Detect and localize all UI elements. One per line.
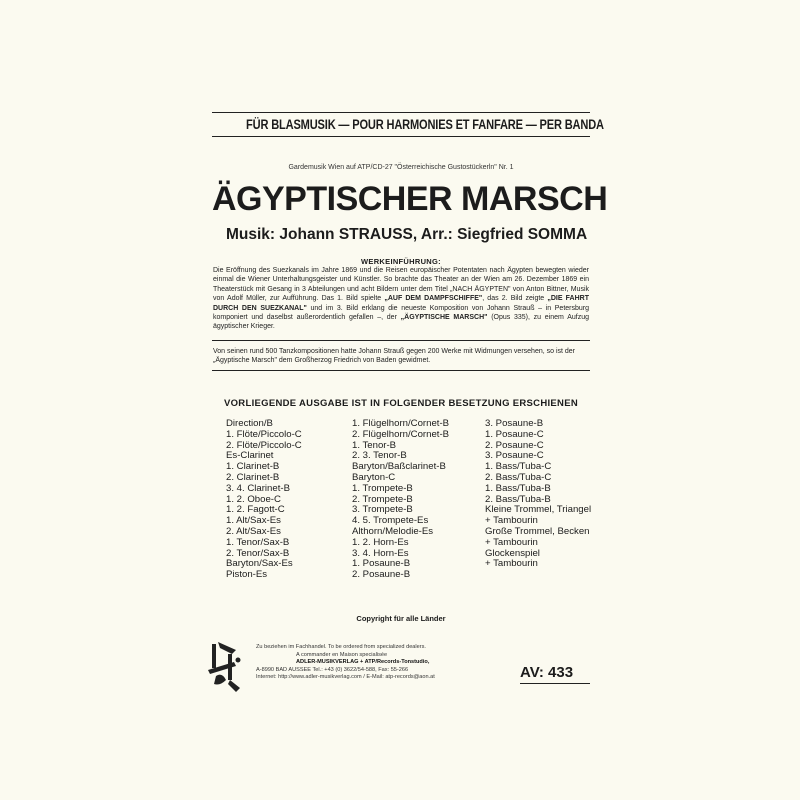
instrument-part: Kleine Trommel, Triangel — [485, 504, 592, 516]
instrument-part: 3. 4. Horn-Es — [352, 547, 409, 559]
ensemble-banner: FÜR BLASMUSIK — POUR HARMONIES ET FANFARE — PER BANDA — [246, 117, 604, 132]
instrument-part: Piston-Es — [226, 569, 268, 581]
intro-text-4: (Opus 335), zu einem Aufzug ägyptischer Krieger. — [213, 314, 590, 331]
top-rule — [212, 112, 590, 113]
dedication-rule — [212, 370, 590, 371]
instrument-part: 1. Trompete-B — [352, 482, 413, 494]
instrument-part: 2. Posaune-C — [485, 439, 544, 451]
intro-bold-2: „DIE FAHRT DURCH DEN SUEZKANAL" — [213, 295, 589, 312]
dedication-note: Von seinen rund 500 Tanzkompositionen hatte Johann Strauß gegen 200 Werke mit Widmungen versehen, so ist der „Ägyptische Marsch" dem Großherzog Friedrich von Baden gewidmet. — [213, 348, 576, 365]
adler-logo-icon — [206, 640, 246, 694]
instrument-list-1 — [226, 419, 302, 581]
instrument-list-2 — [352, 419, 449, 581]
intro-rule — [212, 340, 590, 341]
ordering-note: Zu beziehen im Fachhandel. To be ordered from specialized dealers. — [256, 644, 426, 650]
recording-note: Gardemusik Wien auf ATP/CD-27 "Österreichische Gustostückerln" Nr. 1 — [288, 164, 514, 171]
banner-rule — [212, 136, 590, 137]
instrument-part: 2. Bass/Tuba-B — [485, 493, 551, 505]
instrument-part: 1. Tenor-B — [352, 439, 397, 451]
instrument-part: 2. Trompete-B — [352, 493, 413, 505]
instrument-part: + Tambourin — [485, 558, 538, 570]
instrument-part: 2. Clarinet-B — [226, 471, 280, 483]
composer-credit: Musik: Johann STRAUSS, Arr.: Siegfried SOMMA — [226, 226, 588, 243]
intro-bold-1: „AUF DEM DAMPFSCHIFFE" — [384, 295, 483, 303]
instrument-part: 1. Alt/Sax-Es — [226, 515, 281, 527]
instrument-part: 1. Clarinet-B — [226, 461, 280, 473]
instrument-part: 3. Trompete-B — [352, 504, 413, 516]
instrument-part: 2. Posaune-B — [352, 569, 411, 581]
instrument-part: 1. 2. Fagott-C — [226, 504, 285, 516]
intro-bold-3: „ÄGYPTISCHE MARSCH" — [400, 314, 488, 322]
intro-text-2: , das 2. Bild zeigte — [482, 295, 548, 303]
catalog-rule — [520, 683, 590, 684]
publisher-address: A-8990 BAD AUSSEE Tel.: +43 (0) 3622/54-588, Fax: 55-266 — [256, 666, 409, 673]
instrument-part: Althorn/Melodie-Es — [352, 525, 434, 537]
instrument-part: + Tambourin — [485, 515, 538, 527]
instrument-part: 2. Alt/Sax-Es — [226, 525, 281, 537]
instrument-part: 1. Flügelhorn/Cornet-B — [352, 418, 450, 429]
instrument-part: 1. Posaune-C — [485, 428, 544, 440]
instrument-part: + Tambourin — [485, 536, 538, 548]
instrument-part: 1. 2. Oboe-C — [226, 493, 281, 505]
instrument-part: 3. Posaune-C — [485, 450, 544, 462]
instrument-part: 2. Flügelhorn/Cornet-B — [352, 428, 450, 440]
intro-text-1: Die Eröffnung des Suezkanals im Jahre 1869 und die Reisen europäischer Potentaten nach Ägypten bewegten wieder einmal die Wiener Unterhaltungsgeister und Künstler. So brachte das Theater an der Wien am 26. Dezember 1869 ein Theaterstück mit Gesang in 3 Abteilungen und acht Bildern unter dem Titel „NACH ÄGYPTEN" von Anton Bittner, Musik von Adolf Müller, zur Aufführung. Das 1. Bild spielte — [213, 267, 589, 303]
instrument-part: 2. 3. Tenor-B — [352, 450, 407, 462]
publisher-name: ADLER-MUSIKVERLAG + ATP/Records-Tonstudio, — [296, 659, 430, 666]
ordering-note-fr: A commander en Maison specialisée — [296, 651, 388, 658]
page-title: ÄGYPTISCHER MARSCH — [212, 180, 608, 218]
instrument-part: 3. 4. Clarinet-B — [226, 482, 290, 494]
instrument-part: Es-Clarinet — [226, 450, 274, 462]
instrument-part: 3. Posaune-B — [485, 418, 544, 429]
instrument-part: 1. Tenor/Sax-B — [226, 536, 290, 548]
instrument-part: 4. 5. Trompete-Es — [352, 515, 429, 527]
instrument-part: Glockenspiel — [485, 547, 540, 559]
instrument-part: Baryton-C — [352, 471, 396, 483]
intro-text-3: und im 3. Bild erklang die neueste Komposition von Johann Strauß – in Petersburg komponiert und daselbst außerordentlich gefallen –, der — [213, 304, 589, 322]
instrument-list-3 — [485, 419, 591, 570]
instrument-part: 2. Tenor/Sax-B — [226, 547, 290, 559]
instrument-part: Baryton/Baßclarinet-B — [352, 461, 446, 473]
instrument-part: 2. Flöte/Piccolo-C — [226, 439, 302, 451]
instrument-part: 1. 2. Horn-Es — [352, 536, 409, 548]
instrument-part: 1. Flöte/Piccolo-C — [226, 428, 302, 440]
instrument-part: Baryton/Sax-Es — [226, 558, 293, 570]
scoring-heading: VORLIEGENDE AUSGABE IST IN FOLGENDER BESETZUNG ERSCHIENEN — [223, 398, 579, 409]
instrument-part: 1. Bass/Tuba-C — [485, 461, 552, 473]
instrument-part: Direction/B — [226, 418, 273, 429]
copyright-note: Copyright für alle Länder — [356, 614, 446, 623]
instrument-part: 2. Bass/Tuba-C — [485, 471, 552, 483]
intro-paragraph — [213, 266, 589, 332]
instrument-part: Große Trommel, Becken — [485, 525, 590, 537]
instrument-part: 1. Posaune-B — [352, 558, 411, 570]
publisher-block — [256, 644, 435, 682]
intro-heading: WERKEINFÜHRUNG: — [361, 257, 441, 266]
instrument-part: 1. Bass/Tuba-B — [485, 482, 551, 494]
catalog-number: AV: 433 — [520, 664, 574, 681]
publisher-internet: Internet: http://www.adler-musikverlag.com / E-Mail: atp-records@aon.at — [256, 674, 435, 681]
